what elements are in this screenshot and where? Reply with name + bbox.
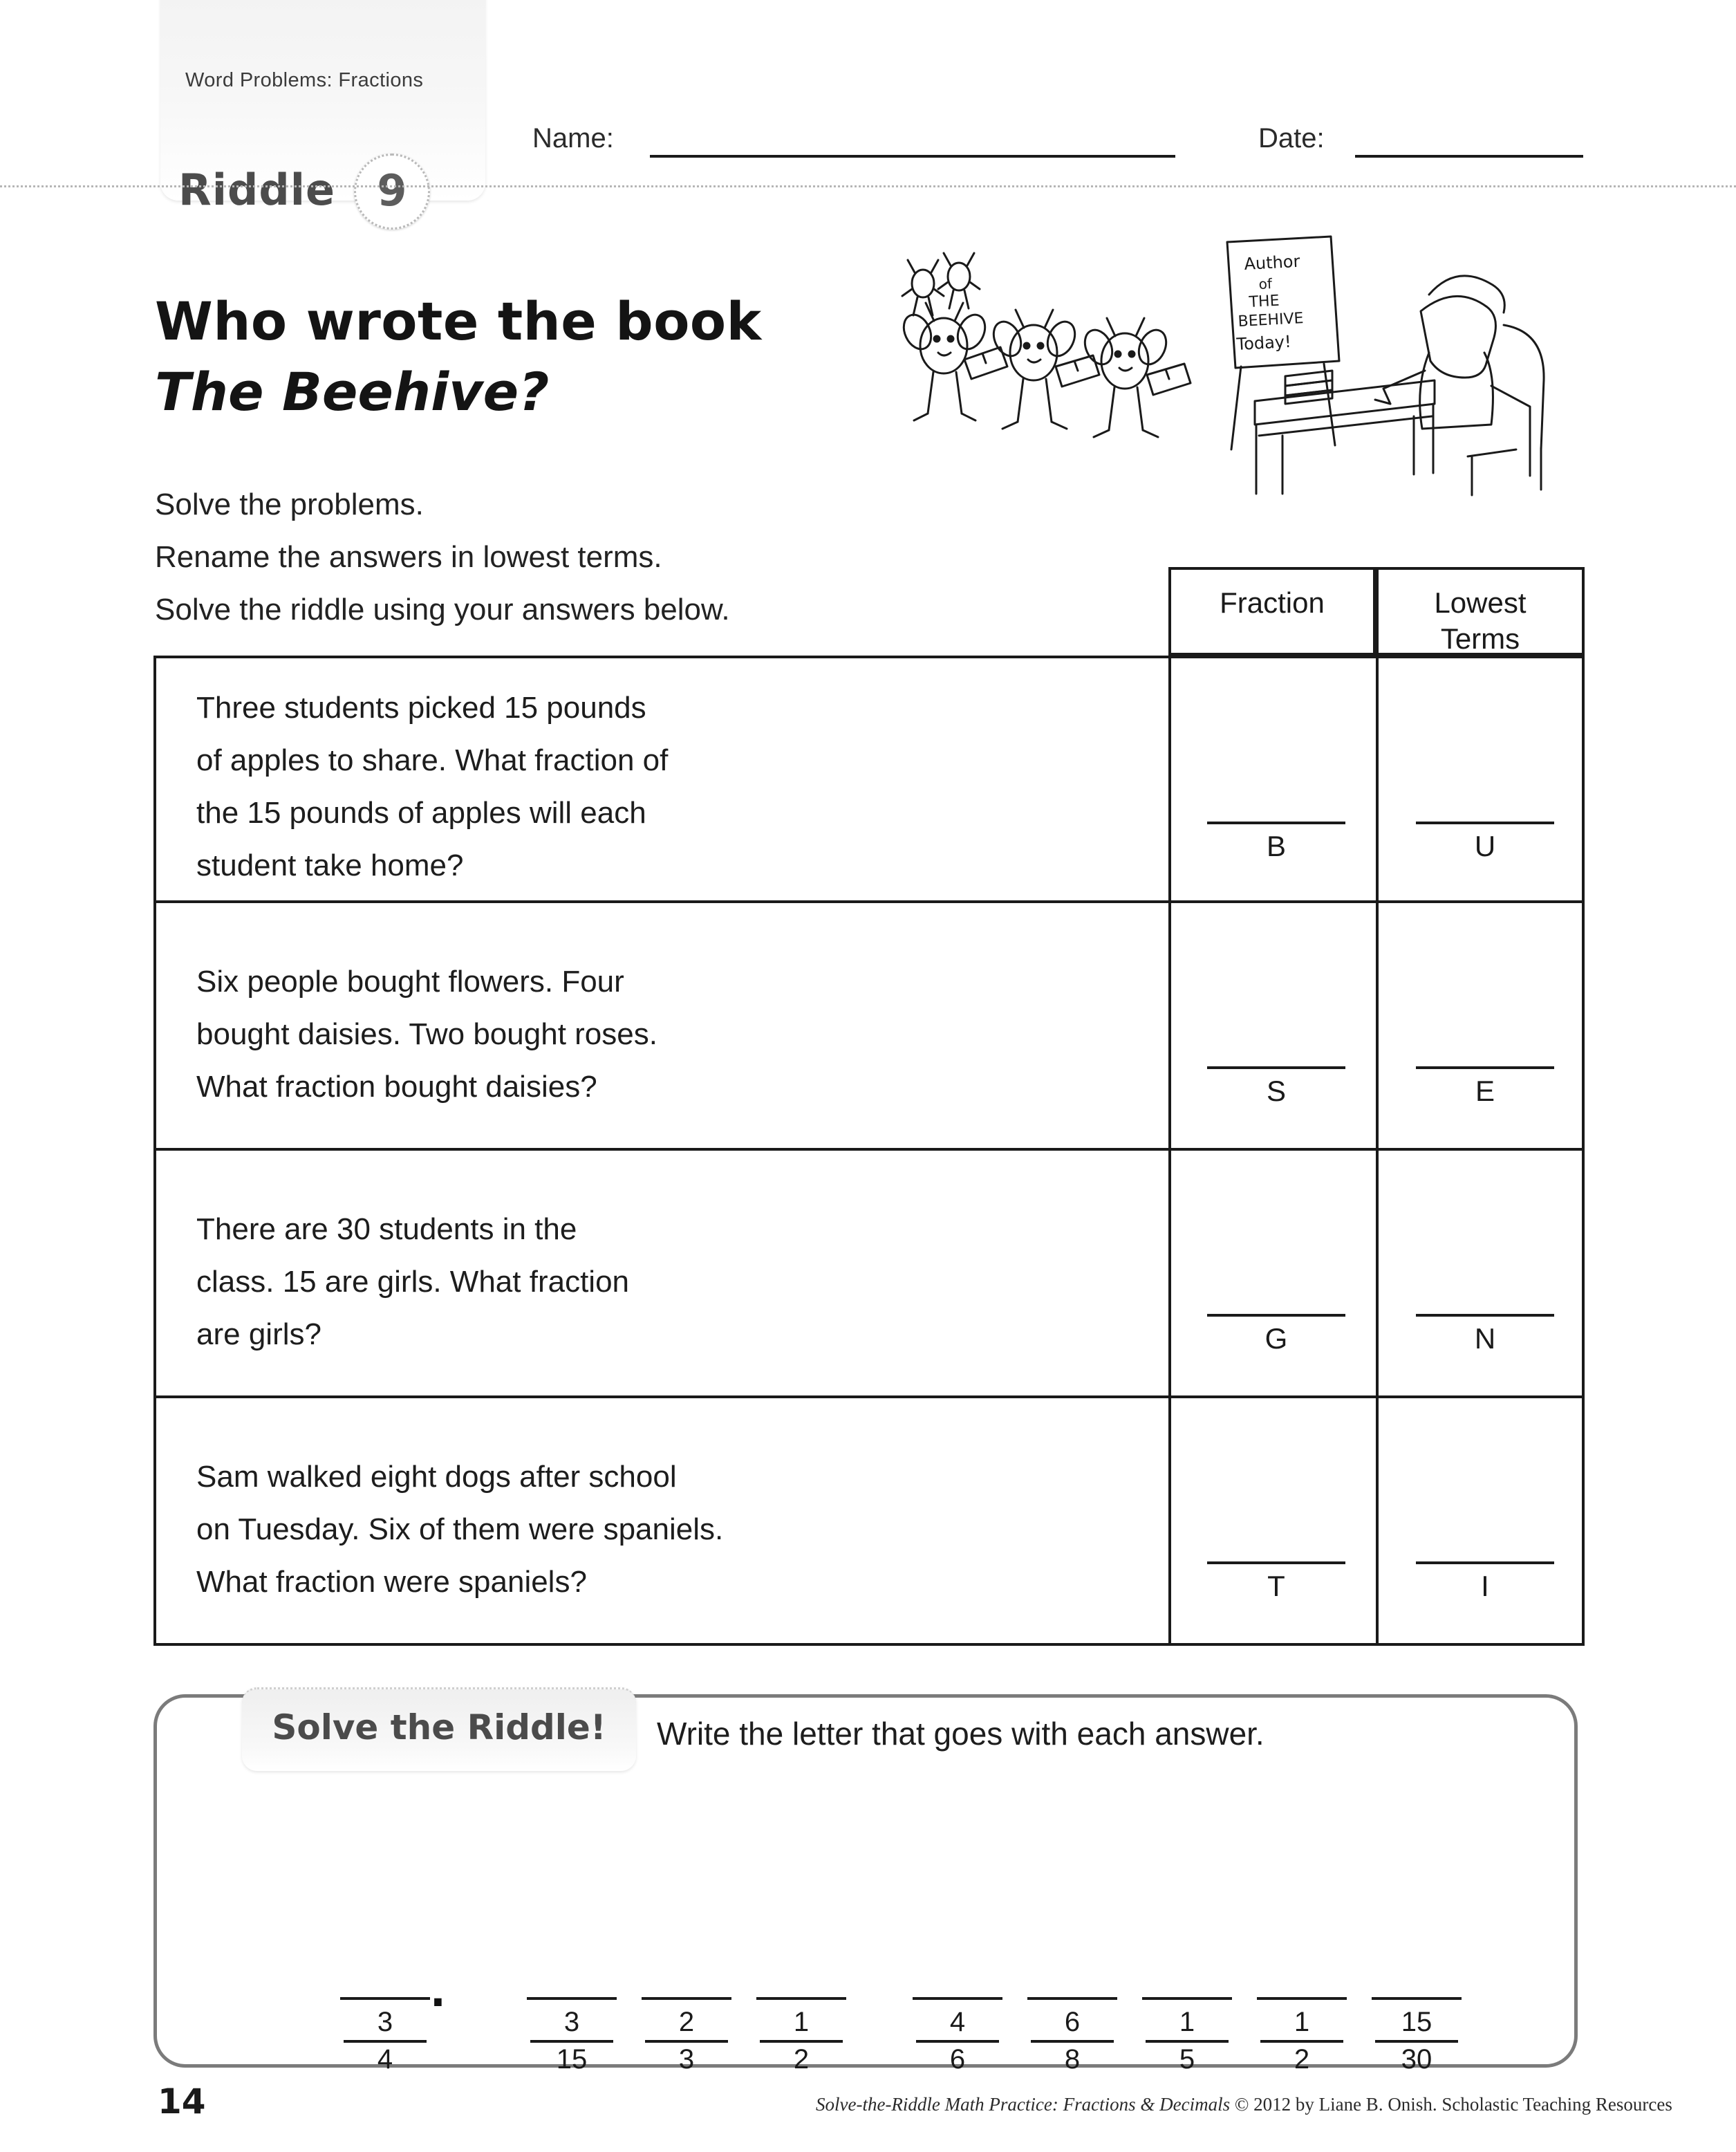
riddle-answer-blanks bbox=[153, 1916, 1578, 2075]
problem-line: Six people bought flowers. Four bbox=[196, 965, 624, 999]
riddle-letter-blank[interactable] bbox=[642, 1997, 731, 2000]
riddle-letter-blank[interactable] bbox=[1027, 1997, 1117, 2000]
riddle-fraction-key bbox=[1146, 2005, 1229, 2076]
fraction-denominator: 30 bbox=[1401, 2044, 1432, 2075]
answer-letter: B bbox=[1266, 830, 1286, 862]
fraction-numerator: 1 bbox=[1179, 2007, 1195, 2037]
riddle-letter-blank[interactable] bbox=[527, 1997, 617, 2000]
fraction-denominator: 5 bbox=[1179, 2044, 1195, 2075]
problem-line: on Tuesday. Six of them were spaniels. bbox=[196, 1512, 724, 1546]
footer-credit-copyright: © 2012 by Liane B. Onish. Scholastic Teaching Resources bbox=[1230, 2094, 1672, 2115]
fraction-numerator: 4 bbox=[949, 2007, 966, 2037]
fraction-numerator: 2 bbox=[678, 2007, 695, 2037]
problem-line: of apples to share. What fraction of bbox=[196, 743, 669, 777]
cell-divider bbox=[1168, 1151, 1171, 1395]
lowest-terms-answer-slot[interactable] bbox=[1416, 1066, 1554, 1108]
solve-the-riddle-chip bbox=[242, 1687, 636, 1771]
fraction-answer-slot[interactable] bbox=[1207, 1066, 1345, 1108]
riddle-letter-blank[interactable] bbox=[756, 1997, 846, 2000]
riddle-fraction-key bbox=[1375, 2005, 1458, 2076]
lowest-terms-answer-slot[interactable] bbox=[1416, 1561, 1554, 1603]
problem-line: What fraction were spaniels? bbox=[196, 1565, 587, 1599]
fraction-numerator: 6 bbox=[1064, 2007, 1081, 2037]
svg-text:of: of bbox=[1258, 275, 1273, 293]
riddle-letter-blank[interactable] bbox=[1257, 1997, 1347, 2000]
table-row bbox=[153, 903, 1585, 1151]
problem-line: Sam walked eight dogs after school bbox=[196, 1460, 677, 1494]
lowest-terms-answer-slot[interactable] bbox=[1416, 1314, 1554, 1355]
answer-letter: S bbox=[1266, 1075, 1286, 1107]
instruction-line-3: Solve the riddle using your answers below. bbox=[155, 593, 730, 627]
riddle-letter-blank[interactable] bbox=[1372, 1997, 1462, 2000]
fraction-numerator: 1 bbox=[1294, 2007, 1310, 2037]
answer-letter: G bbox=[1264, 1322, 1288, 1355]
lowest-terms-answer-slot[interactable] bbox=[1416, 822, 1554, 863]
riddle-fraction-key bbox=[1260, 2005, 1343, 2076]
riddle-fraction-key bbox=[760, 2005, 843, 2076]
fraction-numerator: 1 bbox=[793, 2007, 810, 2037]
fraction-numerator: 3 bbox=[563, 2007, 580, 2037]
instruction-line-2: Rename the answers in lowest terms. bbox=[155, 540, 662, 574]
problem-text bbox=[196, 1203, 629, 1361]
cell-divider bbox=[1376, 658, 1379, 900]
table-row bbox=[153, 656, 1585, 903]
problem-line: What fraction bought daisies? bbox=[196, 1070, 597, 1104]
cell-divider bbox=[1376, 1398, 1379, 1643]
name-label: Name: bbox=[532, 123, 614, 154]
solve-the-riddle-label: Solve the Riddle! bbox=[272, 1707, 606, 1747]
problem-line: bought daisies. Two bought roses. bbox=[196, 1017, 657, 1051]
cell-divider bbox=[1168, 1398, 1171, 1643]
svg-text:Author: Author bbox=[1243, 251, 1301, 274]
riddle-fraction-key bbox=[645, 2005, 728, 2076]
riddle-fraction-key bbox=[530, 2005, 613, 2076]
riddle-fraction-key bbox=[344, 2005, 427, 2076]
problem-line: There are 30 students in the bbox=[196, 1212, 577, 1246]
riddle-word-label: Riddle bbox=[178, 165, 336, 215]
date-label: Date: bbox=[1258, 123, 1325, 154]
table-header-lowest-line2: Terms bbox=[1440, 622, 1520, 655]
problem-text bbox=[196, 1451, 723, 1608]
fraction-answer-slot[interactable] bbox=[1207, 1314, 1345, 1355]
riddle-period: . bbox=[430, 1968, 446, 2016]
riddle-fraction-key bbox=[1031, 2005, 1114, 2076]
riddle-letter-blank[interactable] bbox=[913, 1997, 1002, 2000]
problem-text bbox=[196, 682, 668, 892]
problem-line: class. 15 are girls. What fraction bbox=[196, 1265, 630, 1299]
instructions-block bbox=[155, 479, 730, 636]
fraction-denominator: 3 bbox=[678, 2044, 695, 2075]
problem-line: Three students picked 15 pounds bbox=[196, 691, 646, 725]
riddle-fraction-key bbox=[916, 2005, 999, 2076]
cell-divider bbox=[1168, 903, 1171, 1148]
problem-text bbox=[196, 956, 657, 1113]
date-input-line[interactable] bbox=[1355, 155, 1583, 158]
page-title-line1: Who wrote the book bbox=[155, 290, 762, 352]
table-row bbox=[153, 1151, 1585, 1398]
header-divider bbox=[0, 185, 1736, 187]
answer-letter: E bbox=[1475, 1075, 1495, 1107]
cell-divider bbox=[1376, 1151, 1379, 1395]
answer-letter: I bbox=[1481, 1570, 1489, 1602]
fraction-answer-slot[interactable] bbox=[1207, 822, 1345, 863]
table-header-fraction: Fraction bbox=[1168, 567, 1376, 656]
cell-divider bbox=[1376, 903, 1379, 1148]
fraction-denominator: 8 bbox=[1064, 2044, 1081, 2075]
footer-credit-title: Solve-the-Riddle Math Practice: Fractions & Decimals bbox=[816, 2094, 1231, 2115]
riddle-number-value: 9 bbox=[377, 165, 407, 216]
answer-letter: N bbox=[1474, 1322, 1496, 1355]
fraction-numerator: 15 bbox=[1401, 2007, 1432, 2037]
answer-letter: T bbox=[1267, 1570, 1285, 1602]
table-header-lowest-terms bbox=[1376, 567, 1585, 656]
fraction-numerator: 3 bbox=[377, 2007, 393, 2037]
problem-line: student take home? bbox=[196, 848, 464, 882]
svg-text:THE: THE bbox=[1249, 292, 1280, 311]
bee-author-illustration bbox=[868, 228, 1545, 498]
fraction-denominator: 4 bbox=[377, 2044, 393, 2075]
svg-text:Today!: Today! bbox=[1235, 331, 1292, 354]
page-title-line2: The Beehive? bbox=[155, 361, 550, 423]
instruction-line-1: Solve the problems. bbox=[155, 488, 424, 521]
riddle-letter-blank[interactable] bbox=[1142, 1997, 1232, 2000]
riddle-number-badge bbox=[354, 154, 430, 230]
problem-line: are girls? bbox=[196, 1317, 321, 1351]
table-row bbox=[153, 1398, 1585, 1646]
worksheet-topic-label: Word Problems: Fractions bbox=[185, 69, 424, 91]
table-header-lowest-line1: Lowest bbox=[1434, 586, 1527, 619]
fraction-denominator: 2 bbox=[793, 2044, 810, 2075]
fraction-denominator: 2 bbox=[1294, 2044, 1310, 2075]
fraction-denominator: 15 bbox=[556, 2044, 588, 2075]
fraction-answer-slot[interactable] bbox=[1207, 1561, 1345, 1603]
answer-letter: U bbox=[1474, 830, 1496, 862]
svg-text:BEEHIVE: BEEHIVE bbox=[1238, 310, 1305, 331]
name-input-line[interactable] bbox=[650, 155, 1175, 158]
fraction-denominator: 6 bbox=[949, 2044, 966, 2075]
cell-divider bbox=[1168, 658, 1171, 900]
page-number: 14 bbox=[158, 2081, 206, 2122]
footer-credit bbox=[816, 2094, 1672, 2115]
riddle-instruction: Write the letter that goes with each answer. bbox=[657, 1716, 1264, 1752]
riddle-letter-blank[interactable] bbox=[340, 1997, 430, 2000]
problem-line: the 15 pounds of apples will each bbox=[196, 796, 646, 830]
